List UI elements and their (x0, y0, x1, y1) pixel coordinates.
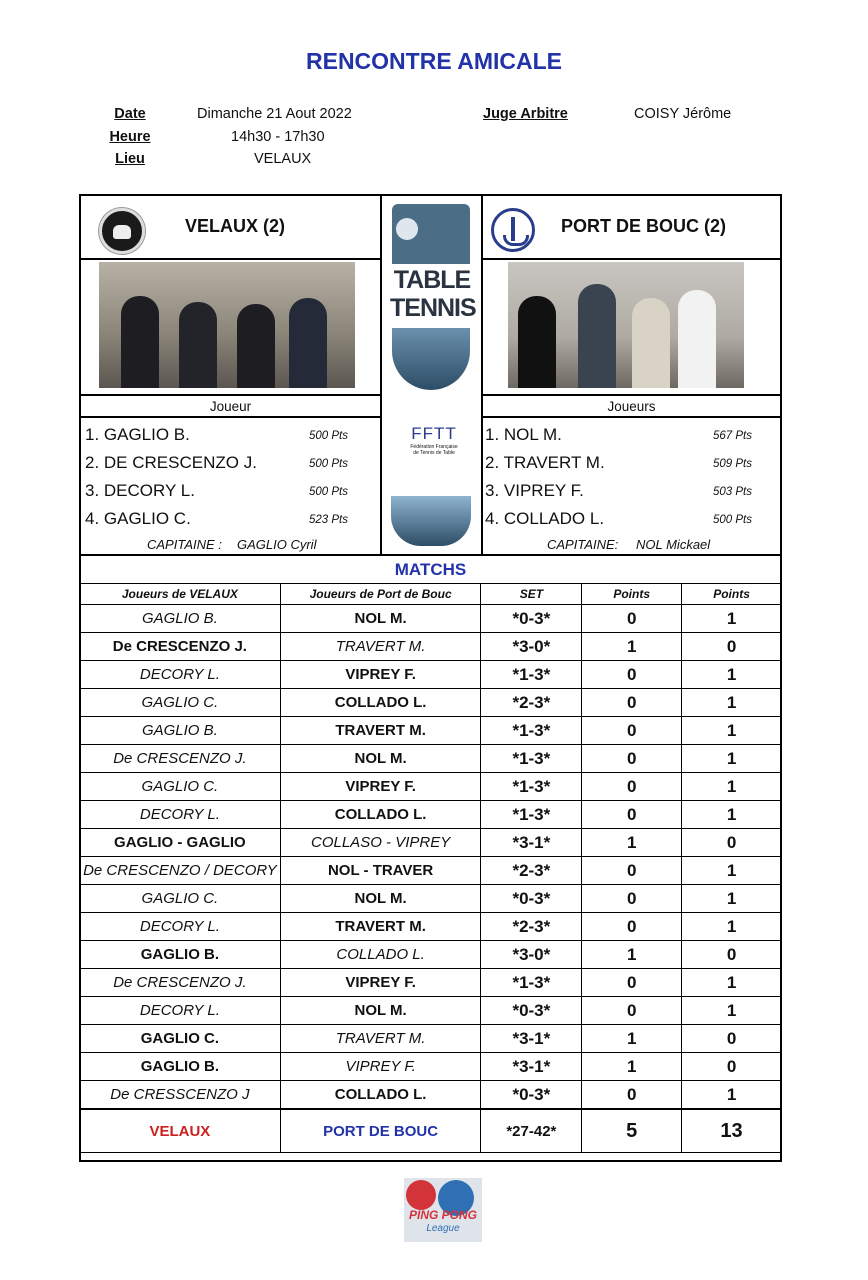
match-away-points: 1 (682, 773, 782, 801)
home-player-2-pts: 500 Pts (309, 458, 348, 470)
match-home-points: 0 (582, 857, 682, 885)
home-captain: GAGLIO Cyril (237, 537, 317, 552)
total-away-points: 13 (682, 1109, 782, 1153)
home-player-1-pts: 500 Pts (309, 430, 348, 442)
match-set-score: *3-1* (481, 1025, 582, 1053)
away-player-2: 2. TRAVERT M. (485, 453, 605, 472)
match-set-score: *1-3* (481, 969, 582, 997)
table-tennis-line2: TENNIS (390, 294, 476, 322)
match-away-player: TRAVERT M. (280, 717, 481, 745)
match-set-score: *3-1* (481, 829, 582, 857)
match-set-score: *1-3* (481, 773, 582, 801)
match-home-player: GAGLIO B. (80, 605, 281, 633)
heure-value: 14h30 - 17h30 (231, 129, 325, 145)
match-away-points: 0 (682, 633, 782, 661)
match-set-score: *2-3* (481, 913, 582, 941)
match-set-score: *3-0* (481, 633, 582, 661)
home-player-4: 4. GAGLIO C. (85, 509, 191, 528)
away-player-2-pts: 509 Pts (713, 458, 752, 470)
match-home-points: 0 (582, 913, 682, 941)
home-player-3-pts: 500 Pts (309, 486, 348, 498)
match-set-score: *0-3* (481, 1081, 582, 1110)
match-home-points: 0 (582, 717, 682, 745)
match-set-score: *1-3* (481, 661, 582, 689)
match-away-points: 1 (682, 689, 782, 717)
match-home-points: 0 (582, 745, 682, 773)
match-away-points: 0 (682, 941, 782, 969)
match-row (80, 829, 782, 857)
away-captain: NOL Mickael (636, 537, 711, 552)
match-away-points: 1 (682, 661, 782, 689)
table-tennis-line1: TABLE (393, 266, 471, 294)
match-home-points: 0 (582, 885, 682, 913)
match-away-points: 1 (682, 1081, 782, 1110)
match-away-points: 1 (682, 717, 782, 745)
match-home-points: 0 (582, 969, 682, 997)
match-away-player: NOL - TRAVER (280, 857, 481, 885)
matches-table (79, 583, 782, 1153)
home-player-1: 1. GAGLIO B. (85, 425, 190, 444)
header-home-points: Points (582, 584, 682, 605)
fftt-sub1: Fédération Française (410, 444, 458, 450)
match-away-player: COLLADO L. (280, 1081, 481, 1110)
match-home-player: GAGLIO C. (80, 689, 281, 717)
match-home-player: GAGLIO - GAGLIO (80, 829, 281, 857)
totals-row (80, 1109, 782, 1153)
match-set-score: *0-3* (481, 885, 582, 913)
ping-pong-league-logo (404, 1178, 482, 1242)
match-away-points: 1 (682, 913, 782, 941)
match-row (80, 857, 782, 885)
match-set-score: *3-0* (481, 941, 582, 969)
match-home-points: 1 (582, 1053, 682, 1081)
header-away-points: Points (682, 584, 782, 605)
port-de-bouc-club-logo (491, 208, 535, 252)
home-roster-header: Joueur (81, 394, 380, 418)
match-away-player: COLLADO L. (280, 941, 481, 969)
match-row (80, 745, 782, 773)
footer-logo-line1: PING PONG (408, 1208, 477, 1222)
match-away-player: NOL M. (280, 885, 481, 913)
total-home-team: VELAUX (80, 1109, 281, 1153)
match-away-player: NOL M. (280, 605, 481, 633)
match-home-points: 0 (582, 801, 682, 829)
match-set-score: *2-3* (481, 689, 582, 717)
match-home-player: GAGLIO B. (80, 1053, 281, 1081)
date-value: Dimanche 21 Aout 2022 (197, 106, 352, 122)
match-away-player: NOL M. (280, 997, 481, 1025)
match-home-points: 0 (582, 661, 682, 689)
header-set: SET (481, 584, 582, 605)
away-player-1-pts: 567 Pts (713, 430, 752, 442)
fftt-sub2: de Tennis de Table (413, 450, 455, 456)
match-set-score: *3-1* (481, 1053, 582, 1081)
match-home-player: GAGLIO C. (80, 1025, 281, 1053)
match-set-score: *1-3* (481, 717, 582, 745)
away-player-1: 1. NOL M. (485, 425, 562, 444)
match-away-points: 1 (682, 997, 782, 1025)
match-home-player: De CRESSCENZO J (80, 1081, 281, 1110)
match-away-player: TRAVERT M. (280, 913, 481, 941)
match-home-player: DECORY L. (80, 661, 281, 689)
match-away-player: TRAVERT M. (280, 1025, 481, 1053)
match-away-points: 0 (682, 1025, 782, 1053)
match-home-player: De CRESCENZO / DECORY (80, 857, 281, 885)
match-row (80, 605, 782, 633)
match-away-player: TRAVERT M. (280, 633, 481, 661)
home-player-3: 3. DECORY L. (85, 481, 195, 500)
match-away-player: NOL M. (280, 745, 481, 773)
match-home-points: 1 (582, 941, 682, 969)
match-home-player: GAGLIO C. (80, 773, 281, 801)
match-home-player: De CRESCENZO J. (80, 745, 281, 773)
total-away-team: PORT DE BOUC (280, 1109, 481, 1153)
match-away-points: 1 (682, 857, 782, 885)
header-away-players: Joueurs de Port de Bouc (280, 584, 481, 605)
match-home-player: De CRESCENZO J. (80, 969, 281, 997)
home-team-name: VELAUX (2) (185, 216, 286, 236)
match-row (80, 969, 782, 997)
match-row (80, 885, 782, 913)
header-home-players: Joueurs de VELAUX (80, 584, 281, 605)
match-home-points: 0 (582, 605, 682, 633)
away-player-3-pts: 503 Pts (713, 486, 752, 498)
home-player-2: 2. DE CRESCENZO J. (85, 453, 257, 472)
match-away-points: 1 (682, 605, 782, 633)
match-away-points: 1 (682, 801, 782, 829)
home-captain-label: CAPITAINE : (147, 537, 222, 552)
heure-label: Heure (109, 129, 151, 145)
match-away-player: VIPREY F. (280, 969, 481, 997)
match-away-points: 1 (682, 885, 782, 913)
match-away-player: COLLADO L. (280, 689, 481, 717)
match-away-player: COLLASO - VIPREY (280, 829, 481, 857)
match-away-points: 0 (682, 829, 782, 857)
match-row (80, 1081, 782, 1110)
juge-label: Juge Arbitre (483, 106, 568, 122)
port-de-bouc-team-photo (508, 262, 744, 388)
away-team-name: PORT DE BOUC (2) (561, 216, 727, 236)
matches-header-row (80, 584, 782, 605)
match-row (80, 689, 782, 717)
page-title: RENCONTRE AMICALE (306, 48, 562, 74)
match-row (80, 913, 782, 941)
match-row (80, 717, 782, 745)
match-home-points: 1 (582, 829, 682, 857)
date-label: Date (114, 106, 146, 122)
match-row (80, 1025, 782, 1053)
total-home-points: 5 (582, 1109, 682, 1153)
match-away-player: VIPREY F. (280, 1053, 481, 1081)
match-home-player: DECORY L. (80, 913, 281, 941)
table-tennis-logo (390, 204, 474, 394)
match-home-player: DECORY L. (80, 801, 281, 829)
match-set-score: *1-3* (481, 801, 582, 829)
match-set-score: *0-3* (481, 997, 582, 1025)
velaux-team-photo (99, 262, 355, 388)
match-row (80, 941, 782, 969)
match-home-points: 0 (582, 997, 682, 1025)
fftt-acronym: FFTT (411, 424, 457, 443)
match-away-points: 0 (682, 1053, 782, 1081)
away-captain-label: CAPITAINE: (547, 537, 619, 552)
lieu-value: VELAUX (254, 151, 312, 167)
match-row (80, 773, 782, 801)
match-away-player: VIPREY F. (280, 773, 481, 801)
juge-value: COISY Jérôme (634, 106, 732, 122)
match-home-points: 1 (582, 633, 682, 661)
match-home-points: 0 (582, 1081, 682, 1110)
match-away-points: 1 (682, 745, 782, 773)
match-row (80, 633, 782, 661)
match-home-player: GAGLIO C. (80, 885, 281, 913)
match-set-score: *0-3* (481, 605, 582, 633)
match-away-points: 1 (682, 969, 782, 997)
match-home-points: 0 (582, 773, 682, 801)
match-home-points: 0 (582, 689, 682, 717)
match-home-player: GAGLIO B. (80, 717, 281, 745)
match-row (80, 661, 782, 689)
away-player-4-pts: 500 Pts (713, 514, 752, 526)
match-row (80, 801, 782, 829)
away-roster-header: Joueurs (481, 394, 782, 418)
fftt-logo (399, 424, 469, 468)
away-player-3: 3. VIPREY F. (485, 481, 584, 500)
match-row (80, 997, 782, 1025)
match-home-player: De CRESCENZO J. (80, 633, 281, 661)
wave-graphic (391, 496, 471, 546)
match-away-player: VIPREY F. (280, 661, 481, 689)
match-home-player: DECORY L. (80, 997, 281, 1025)
match-set-score: *1-3* (481, 745, 582, 773)
match-home-player: GAGLIO B. (80, 941, 281, 969)
velaux-club-logo (99, 208, 145, 254)
match-set-score: *2-3* (481, 857, 582, 885)
matchs-title: MATCHS (81, 554, 780, 583)
home-player-4-pts: 523 Pts (309, 514, 348, 526)
total-sets: *27-42* (481, 1109, 582, 1153)
match-home-points: 1 (582, 1025, 682, 1053)
match-away-player: COLLADO L. (280, 801, 481, 829)
lieu-label: Lieu (115, 151, 145, 167)
match-row (80, 1053, 782, 1081)
footer-logo-line2: League (426, 1223, 460, 1234)
away-player-4: 4. COLLADO L. (485, 509, 605, 528)
